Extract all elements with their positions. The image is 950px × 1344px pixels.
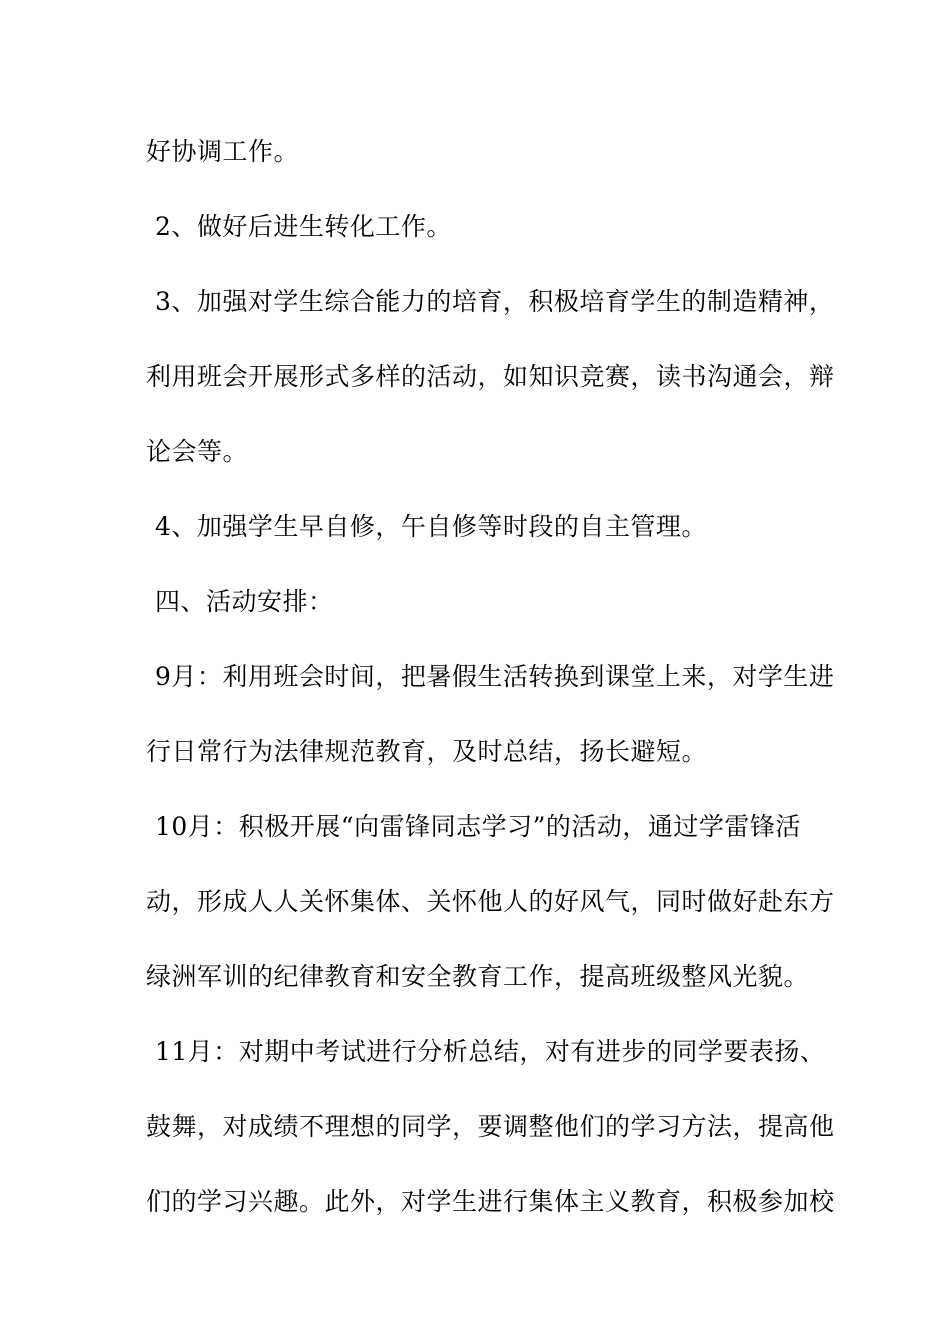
- text-line: 论会等。: [146, 437, 249, 466]
- text-line: 绿洲军训的纪律教育和安全教育工作，提高班级整风光貌。: [146, 962, 810, 991]
- text-line: 鼓舞，对成绩不理想的同学，要调整他们的学习方法，提高他: [146, 1112, 835, 1141]
- text-line: 3、加强对学生综合能力的培育，积极培育学生的制造精神，: [155, 287, 835, 316]
- text-line: 行日常行为法律规范教育，及时总结，扬长避短。: [146, 737, 708, 766]
- text-line: 9月：利用班会时间，把暑假生活转换到课堂上来，对学生进: [155, 662, 835, 691]
- text-line: 们的学习兴趣。此外，对学生进行集体主义教育，积极参加校: [146, 1187, 835, 1216]
- text-line: 11月：对期中考试进行分析总结，对有进步的同学要表扬、: [155, 1037, 826, 1066]
- text-line: 4、加强学生早自修，午自修等时段的自主管理。: [155, 512, 707, 541]
- text-line: 10月：积极开展“向雷锋同志学习”的活动，通过学雷锋活: [155, 812, 801, 841]
- section-heading: 四、活动安排：: [155, 587, 334, 616]
- text-line: 动，形成人人关怀集体、关怀他人的好风气，同时做好赴东方: [146, 887, 835, 916]
- text-line: 利用班会开展形式多样的活动，如知识竞赛，读书沟通会，辩: [146, 362, 835, 391]
- text-line: 好协调工作。: [146, 137, 300, 166]
- text-line: 2、做好后进生转化工作。: [155, 212, 452, 241]
